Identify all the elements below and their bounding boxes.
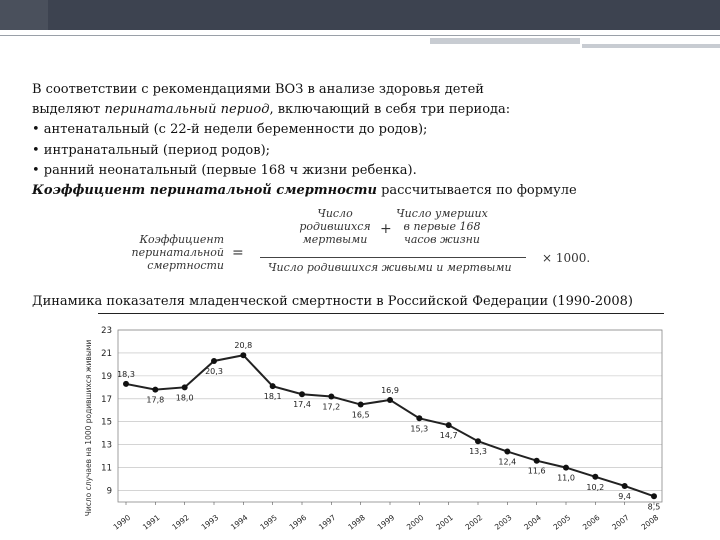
data-point — [299, 391, 305, 397]
data-point — [211, 358, 217, 364]
intro-line-2 — [32, 100, 692, 120]
slide-header-accent — [0, 0, 48, 30]
formula-equals: = — [232, 245, 244, 261]
data-label: 14,7 — [439, 431, 458, 441]
chart-title: Динамика показателя младенческой смертности в Российской Федерации (1990-2008) — [32, 294, 634, 309]
x-tick-label: 1992 — [170, 512, 191, 532]
y-tick-label: 11 — [101, 463, 112, 474]
infant-mortality-chart — [70, 316, 670, 538]
bullet-intranatal: • интранатальный (период родов); — [32, 142, 271, 158]
x-tick-label: 1995 — [258, 512, 279, 532]
data-label: 18,3 — [117, 369, 135, 379]
data-label: 17,8 — [146, 395, 165, 405]
x-tick-label: 2003 — [492, 512, 514, 532]
intro-text — [32, 80, 692, 201]
x-tick-label: 1998 — [346, 512, 367, 532]
x-tick-label: 1991 — [140, 512, 162, 532]
axis-layer — [101, 326, 662, 532]
data-point — [182, 384, 188, 390]
formula-lhs-line-1: Коэффициент — [139, 233, 224, 246]
data-point — [328, 394, 334, 400]
coefficient-term: Коэффициент перинатальной смертности — [32, 183, 377, 199]
header-decor-bar-2 — [582, 44, 720, 48]
formula-num-a-line-2: родившихся — [299, 220, 371, 233]
formula-lhs-line-2: перинатальной — [131, 246, 224, 259]
y-tick-label: 13 — [101, 440, 112, 451]
intro-line-6-post: рассчитывается по формуле — [376, 183, 577, 199]
x-tick-label: 1993 — [199, 512, 221, 532]
data-label: 18,1 — [263, 392, 282, 402]
formula-multiplier: × 1000. — [542, 251, 591, 265]
formula-plus: + — [380, 221, 392, 237]
data-label: 15,3 — [410, 424, 429, 434]
bullet-antenatal: • антенатальный (с 22-й недели беременности до родов); — [32, 122, 428, 138]
data-label: 11,6 — [527, 466, 546, 476]
x-tick-label: 2001 — [434, 512, 455, 532]
y-tick-label: 17 — [101, 394, 112, 405]
data-point — [475, 438, 481, 444]
bullet-neonatal: • ранний неонатальный (первые 168 ч жизни ребенка). — [32, 162, 417, 178]
header-rule — [0, 35, 720, 36]
y-tick-label: 23 — [101, 326, 112, 336]
data-point — [446, 422, 452, 428]
x-tick-label: 2008 — [639, 512, 661, 532]
x-tick-label: 2004 — [522, 512, 543, 532]
data-point — [534, 458, 540, 464]
formula-lhs-line-3: смертности — [147, 259, 224, 272]
formula-num-a-line-1: Число — [317, 207, 353, 220]
data-point — [358, 402, 364, 408]
data-point — [123, 381, 129, 387]
y-axis-title: Число случаев на 1000 родившихся живыми — [84, 339, 93, 517]
data-point — [622, 483, 628, 489]
plot-area — [118, 330, 662, 502]
formula-lhs — [128, 233, 224, 272]
x-tick-label: 2007 — [610, 512, 631, 532]
chart-title-underline — [98, 313, 664, 314]
x-tick-label: 2005 — [551, 512, 573, 532]
intro-line-2-post: , включающий в себя три периода: — [269, 102, 511, 118]
data-label: 16,9 — [381, 385, 399, 395]
data-label: 11,0 — [557, 473, 575, 483]
data-point — [270, 383, 276, 389]
perinatal-period-term: перинатальный период — [104, 102, 270, 118]
data-label: 13,3 — [469, 447, 487, 457]
data-point — [240, 352, 246, 358]
formula-num-b-line-3: часов жизни — [403, 233, 480, 246]
data-point — [563, 465, 569, 471]
grid-layer — [118, 330, 662, 491]
data-point — [651, 493, 657, 499]
data-label: 12,4 — [498, 457, 517, 467]
x-tick-label: 1997 — [316, 512, 338, 532]
data-point — [387, 397, 393, 403]
data-point — [504, 449, 510, 455]
data-point — [416, 415, 422, 421]
x-tick-label: 1990 — [111, 512, 133, 532]
slide-header-bar — [0, 0, 720, 30]
x-tick-label: 1994 — [228, 512, 250, 532]
formula-num-b-line-2: в первые 168 — [403, 220, 481, 233]
data-label: 17,2 — [322, 402, 341, 412]
data-point — [152, 387, 158, 393]
x-tick-label: 2002 — [463, 512, 485, 532]
formula-numerator-early-deaths — [394, 207, 490, 246]
data-label: 18,0 — [175, 393, 194, 403]
data-label: 10,2 — [586, 482, 605, 492]
x-tick-label: 1996 — [287, 512, 309, 532]
line-layer — [123, 352, 657, 499]
perinatal-mortality-formula — [128, 205, 608, 283]
x-tick-label: 1999 — [375, 512, 397, 532]
formula-num-b-line-1: Число умерших — [396, 207, 488, 220]
intro-line-2-pre: выделяют — [32, 102, 105, 118]
formula-numerator-stillborn — [296, 207, 374, 246]
y-tick-label: 21 — [101, 348, 112, 359]
formula-num-a-line-3: мертвыми — [302, 233, 368, 246]
label-layer — [117, 341, 660, 511]
x-tick-label: 2006 — [580, 512, 602, 532]
formula-denominator: Число родившихся живыми и мертвыми — [268, 261, 512, 274]
data-label: 20,3 — [205, 366, 223, 376]
data-label: 9,4 — [618, 491, 632, 501]
intro-line-1: В соответствии с рекомендациями ВОЗ в анализе здоровья детей — [32, 82, 484, 97]
data-label: 17,4 — [293, 400, 311, 410]
y-tick-label: 19 — [101, 371, 112, 382]
data-label: 16,5 — [351, 410, 370, 420]
data-label: 20,8 — [234, 341, 253, 351]
x-tick-label: 2000 — [404, 512, 426, 532]
data-label: 8,5 — [647, 502, 661, 512]
chart-svg — [70, 316, 670, 538]
y-tick-label: 9 — [106, 486, 112, 497]
y-tick-label: 15 — [101, 417, 112, 428]
intro-line-6 — [32, 181, 692, 201]
data-point — [592, 474, 598, 480]
formula-fraction-bar — [260, 257, 526, 258]
header-decor-bar — [430, 38, 580, 44]
